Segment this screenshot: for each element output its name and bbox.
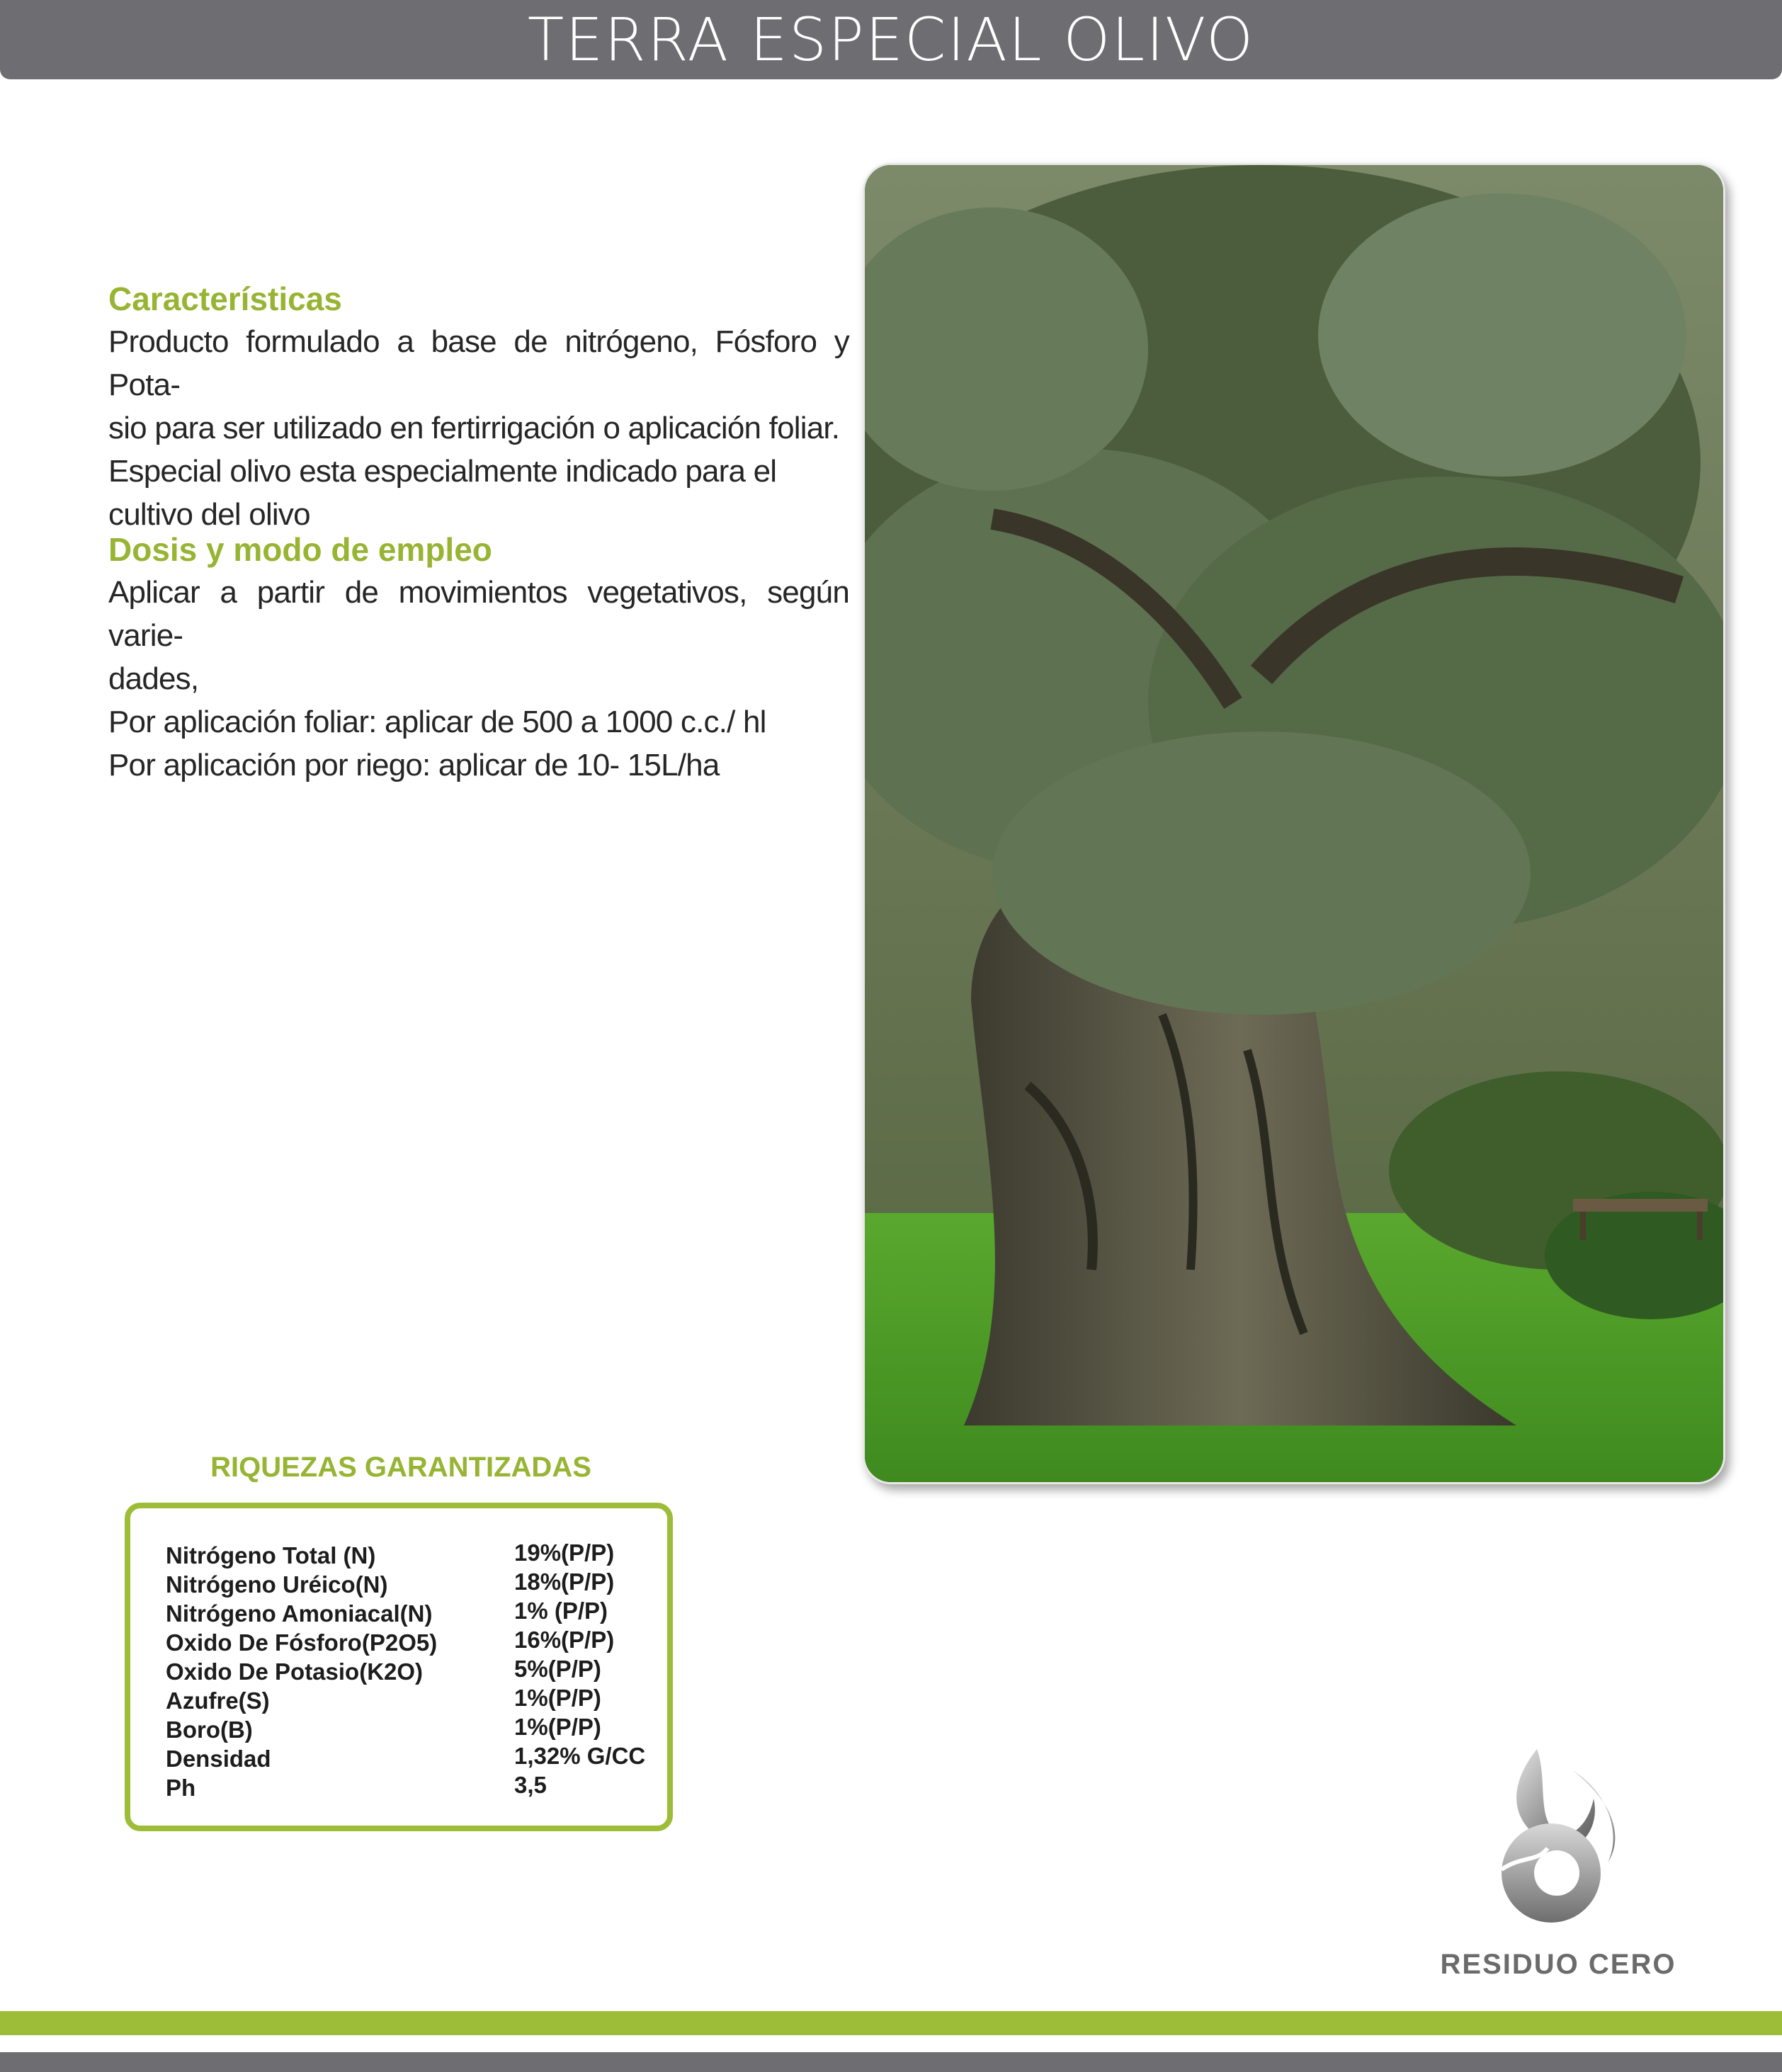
riquezas-label: Azufre(S) bbox=[166, 1687, 270, 1714]
dosis-line: Por aplicación foliar: aplicar de 500 a 1000 c.c./ hl bbox=[108, 705, 766, 739]
caracteristicas-line: Especial olivo esta especialmente indicado para el bbox=[108, 454, 777, 489]
dosis-line: dades, bbox=[108, 661, 199, 696]
riquezas-label: Nitrógeno Amoniacal(N) bbox=[166, 1600, 433, 1627]
footer-gray-bar bbox=[0, 2052, 1782, 2072]
riquezas-label: Nitrógeno Total (N) bbox=[166, 1542, 376, 1569]
residuo-cero-logo-icon bbox=[1424, 1742, 1679, 1926]
riquezas-label: Ph bbox=[166, 1775, 196, 1801]
brand-name: RESIDUO CERO bbox=[1440, 1949, 1676, 1980]
riquezas-label: Oxido De Potasio(K2O) bbox=[166, 1658, 424, 1685]
header-bar bbox=[0, 0, 1782, 79]
riquezas-value: 1%(P/P) bbox=[514, 1714, 601, 1740]
dosis-title: Dosis y modo de empleo bbox=[108, 531, 492, 568]
riquezas-value: 16%(P/P) bbox=[514, 1627, 615, 1653]
riquezas-value: 1%(P/P) bbox=[514, 1685, 601, 1711]
caracteristicas-section bbox=[108, 278, 849, 536]
riquezas-label: Densidad bbox=[166, 1746, 271, 1772]
caracteristicas-title: Características bbox=[108, 280, 342, 317]
dosis-line: Aplicar a partir de movimientos vegetativos, según varie- bbox=[108, 575, 849, 653]
riquezas-value: 1,32% G/CC bbox=[514, 1743, 646, 1769]
riquezas-table bbox=[125, 1503, 673, 1831]
olive-tree-illustration bbox=[865, 165, 1723, 1482]
page-title: TERRA ESPECIAL OLIVO bbox=[527, 5, 1255, 74]
riquezas-label: Oxido De Fósforo(P2O5) bbox=[166, 1629, 438, 1656]
footer-green-bar bbox=[0, 2011, 1782, 2035]
riquezas-title: RIQUEZAS GARANTIZADAS bbox=[210, 1452, 591, 1483]
dosis-line: Por aplicación por riego: aplicar de 10- 15L/ha bbox=[108, 748, 720, 782]
riquezas-value: 5%(P/P) bbox=[514, 1656, 601, 1682]
dosis-section bbox=[108, 528, 849, 787]
caracteristicas-line: cultivo del olivo bbox=[108, 497, 310, 532]
riquezas-value: 18%(P/P) bbox=[514, 1569, 615, 1595]
caracteristicas-line: Producto formulado a base de nitrógeno, Fósforo y Pota- bbox=[108, 324, 849, 402]
caracteristicas-line: sio para ser utilizado en fertirrigación o aplicación foliar. bbox=[108, 411, 840, 445]
riquezas-value: 1% (P/P) bbox=[514, 1598, 608, 1624]
riquezas-value: 19%(P/P) bbox=[514, 1539, 615, 1566]
riquezas-value: 3,5 bbox=[514, 1772, 547, 1798]
riquezas-label: Boro(B) bbox=[166, 1717, 253, 1743]
olive-tree-photo bbox=[863, 163, 1725, 1484]
riquezas-label: Nitrógeno Uréico(N) bbox=[166, 1571, 388, 1598]
